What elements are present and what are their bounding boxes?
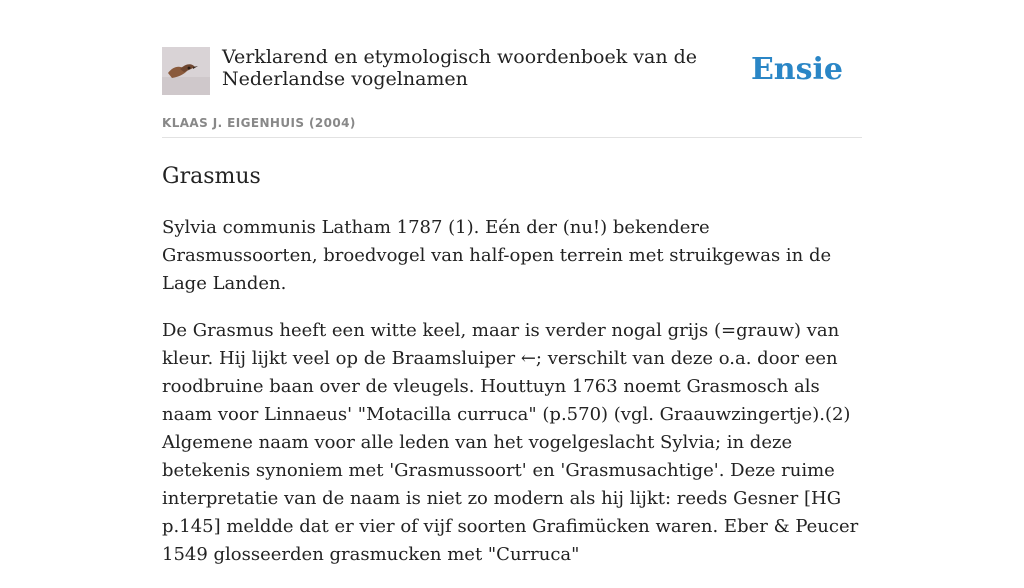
entry-headword: Grasmus (162, 164, 261, 189)
bird-photo-image (162, 47, 210, 95)
ensie-logo-link[interactable]: Ensie (750, 52, 843, 87)
header (162, 46, 862, 96)
divider (162, 137, 862, 138)
book-title[interactable]: Verklarend en etymologisch woordenboek van de Nederlandse vogelnamen (222, 46, 698, 90)
author-credit: KLAAS J. EIGENHUIS (2004) (162, 116, 356, 130)
bird-photo-icon[interactable] (162, 47, 210, 95)
entry-paragraph: Sylvia communis Latham 1787 (1). Eén der (nu!) bekendere Grasmussoorten, broedvogel van half-open terrein met struikgewas in de Lage Landen. (162, 217, 832, 294)
entry-body (162, 214, 862, 588)
entry-paragraph: De Grasmus heeft een witte keel, maar is verder nogal grijs (=grauw) van kleur. Hij lijkt veel op de Braamsluiper ←; verschilt van deze o.a. door een roodbruine baan over de vleugels. Houttuyn 1763 noemt Grasmosch als naam voor Linnaeus' "Motacilla curruca" (p.570) (vgl. Graauwzingertje).(2) Algemene naam voor alle leden van het vogelgeslacht Sylvia; in deze betekenis synoniem met 'Grasmussoort' en 'Grasmusachtige'. Deze ruime interpretatie van de naam is niet zo modern als hij lijkt: reeds Gesner [HG p.145] meldde dat er vier of vijf soorten Grafimücken waren. Eber & Peucer 1549 glosseerden grasmucken met "Curruca" (162, 320, 859, 565)
